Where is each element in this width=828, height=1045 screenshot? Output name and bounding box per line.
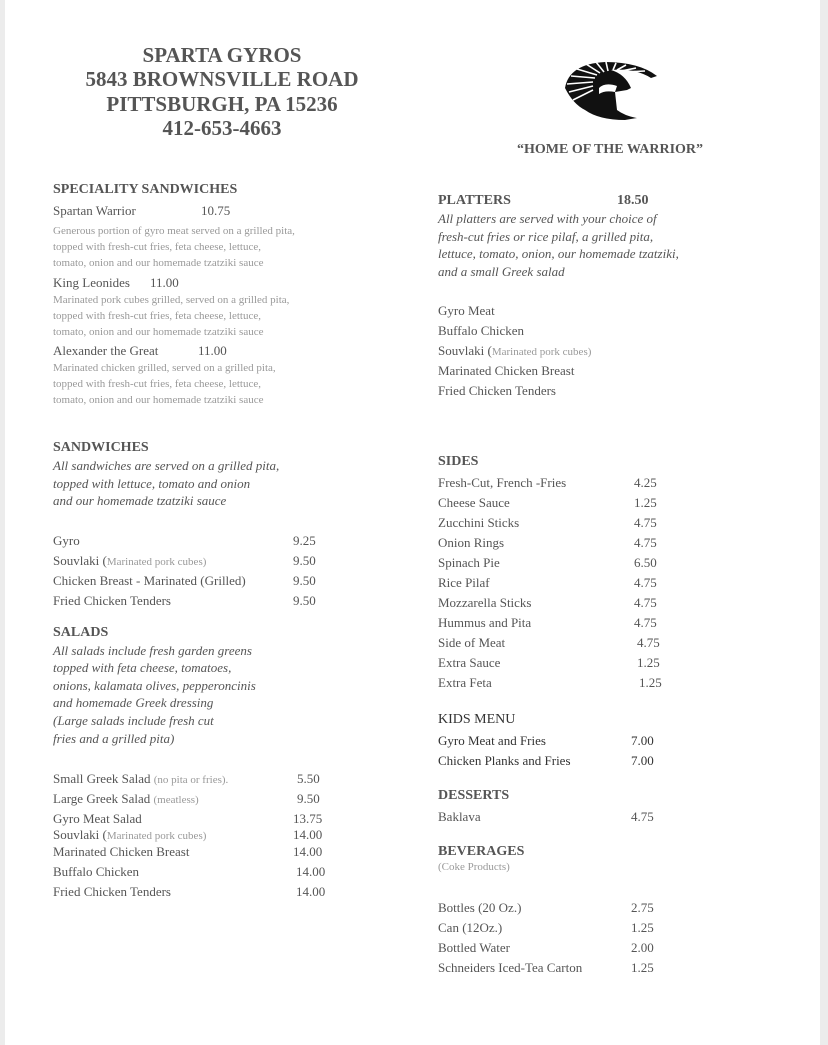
- specialty-item-name: Alexander the Great: [53, 343, 159, 358]
- side-name: Mozzarella Sticks: [438, 595, 532, 610]
- platter-item: Fried Chicken Tenders: [438, 383, 556, 398]
- side-price: 4.25: [634, 475, 657, 490]
- salads-note: fries and a grilled pita): [53, 731, 175, 746]
- sandwiches-title: SANDWICHES: [53, 440, 149, 455]
- side-price: 4.75: [634, 615, 657, 630]
- salad-price: 5.50: [297, 771, 320, 786]
- side-price: 1.25: [639, 675, 662, 690]
- salads-note: onions, kalamata olives, pepperoncinis: [53, 678, 256, 693]
- sandwich-name: Fried Chicken Tenders: [53, 593, 171, 608]
- kids-item-price: 7.00: [631, 733, 654, 748]
- desserts-title: DESSERTS: [438, 788, 510, 803]
- beverages-note: (Coke Products): [438, 861, 510, 873]
- sandwich-name: Gyro: [53, 533, 80, 548]
- beverage-name: Can (12Oz.): [438, 920, 503, 935]
- side-name: Hummus and Pita: [438, 615, 532, 630]
- spartan-helmet-icon: [555, 58, 661, 122]
- salad-name: Fried Chicken Tenders: [53, 884, 171, 899]
- sandwich-price: 9.50: [293, 553, 316, 568]
- restaurant-address: 5843 BROWNSVILLE ROAD: [85, 67, 359, 91]
- salad-note: (meatless): [153, 794, 199, 806]
- kids-item-name: Gyro Meat and Fries: [438, 733, 546, 748]
- salads-title: SALADS: [53, 625, 109, 640]
- specialty-item-desc: Generous portion of gyro meat served on a grilled pita,: [53, 225, 295, 237]
- specialty-item-desc: topped with fresh-cut fries, feta cheese, lettuce,: [53, 241, 261, 253]
- dessert-name: Baklava: [438, 809, 481, 824]
- platters-note: and a small Greek salad: [438, 264, 565, 279]
- specialty-title: SPECIALITY SANDWICHES: [53, 182, 238, 197]
- platters-title: PLATTERS: [438, 193, 511, 208]
- side-price: 4.75: [634, 595, 657, 610]
- salads-note: topped with feta cheese, tomatoes,: [53, 660, 232, 675]
- salads-note: All salads include fresh garden greens: [53, 643, 252, 658]
- platters-price: 18.50: [617, 193, 649, 208]
- sandwich-price: 9.50: [293, 573, 316, 588]
- salad-price: 14.00: [293, 844, 323, 859]
- specialty-item-price: 11.00: [198, 343, 227, 358]
- beverage-name: Bottled Water: [438, 940, 511, 955]
- dessert-price: 4.75: [631, 809, 654, 824]
- sandwich-price: 9.25: [293, 533, 316, 548]
- specialty-item-desc: topped with fresh-cut fries, feta cheese, lettuce,: [53, 310, 261, 322]
- sides-title: SIDES: [438, 454, 479, 469]
- specialty-item-desc: topped with fresh-cut fries, feta cheese, lettuce,: [53, 378, 261, 390]
- side-price: 4.75: [634, 515, 657, 530]
- slogan: “HOME OF THE WARRIOR”: [517, 142, 704, 157]
- side-price: 6.50: [634, 555, 657, 570]
- sandwich-name: Souvlaki (Marinated pork cubes): [53, 553, 207, 568]
- sandwiches-note: and our homemade tzatziki sauce: [53, 493, 227, 508]
- kids-title: KIDS MENU: [438, 712, 516, 727]
- specialty-item-desc: tomato, onion and our homemade tzatziki sauce: [53, 394, 264, 406]
- salad-name: Small Greek Salad (no pita or fries).: [53, 771, 229, 786]
- side-name: Side of Meat: [438, 635, 506, 650]
- sandwiches-note: All sandwiches are served on a grilled pita,: [53, 458, 280, 473]
- sandwich-name: Chicken Breast - Marinated (Grilled): [53, 573, 246, 588]
- sandwich-note: Marinated pork cubes): [106, 556, 207, 568]
- side-name: Cheese Sauce: [438, 495, 510, 510]
- specialty-item-price: 11.00: [150, 275, 179, 290]
- restaurant-phone: 412-653-4663: [162, 116, 282, 140]
- specialty-item-name: King Leonides: [53, 275, 130, 290]
- platters-note: fresh-cut fries or rice pilaf, a grilled pita,: [438, 229, 654, 244]
- beverage-name: Schneiders Iced-Tea Carton: [438, 960, 583, 975]
- side-price: 4.75: [634, 575, 657, 590]
- specialty-item-price: 10.75: [201, 203, 231, 218]
- salad-note: (no pita or fries).: [153, 774, 229, 786]
- side-name: Onion Rings: [438, 535, 505, 550]
- restaurant-city: PITTSBURGH, PA 15236: [106, 92, 338, 116]
- side-name: Zucchini Sticks: [438, 515, 520, 530]
- sandwich-price: 9.50: [293, 593, 316, 608]
- kids-item-price: 7.00: [631, 753, 654, 768]
- beverage-price: 2.75: [631, 900, 654, 915]
- specialty-item-desc: tomato, onion and our homemade tzatziki sauce: [53, 326, 264, 338]
- platter-item: Buffalo Chicken: [438, 323, 525, 338]
- specialty-item-desc: Marinated chicken grilled, served on a grilled pita,: [53, 362, 276, 374]
- salad-name: Buffalo Chicken: [53, 864, 140, 879]
- menu-page: [5, 0, 820, 1045]
- salad-name: Marinated Chicken Breast: [53, 844, 190, 859]
- side-name: Fresh-Cut, French -Fries: [438, 475, 567, 490]
- salad-name: Gyro Meat Salad: [53, 811, 142, 826]
- side-price: 4.75: [634, 535, 657, 550]
- specialty-item-name: Spartan Warrior: [53, 203, 136, 218]
- salad-price: 14.00: [293, 827, 323, 842]
- salads-note: and homemade Greek dressing: [53, 695, 214, 710]
- side-name: Rice Pilaf: [438, 575, 490, 590]
- side-price: 4.75: [637, 635, 660, 650]
- beverage-name: Bottles (20 Oz.): [438, 900, 522, 915]
- specialty-item-desc: tomato, onion and our homemade tzatziki sauce: [53, 257, 264, 269]
- beverages-title: BEVERAGES: [438, 844, 525, 859]
- beverage-price: 1.25: [631, 920, 654, 935]
- salad-name: Souvlaki (Marinated pork cubes): [53, 827, 207, 842]
- beverage-price: 2.00: [631, 940, 654, 955]
- platter-item: Souvlaki (Marinated pork cubes): [438, 343, 592, 358]
- salad-name: Large Greek Salad (meatless): [53, 791, 199, 806]
- platter-item: Gyro Meat: [438, 303, 495, 318]
- platter-item: Marinated Chicken Breast: [438, 363, 575, 378]
- side-price: 1.25: [637, 655, 660, 670]
- side-name: Extra Feta: [438, 675, 492, 690]
- sandwiches-note: topped with lettuce, tomato and onion: [53, 476, 251, 491]
- side-price: 1.25: [634, 495, 657, 510]
- kids-item-name: Chicken Planks and Fries: [438, 753, 571, 768]
- salad-price: 14.00: [296, 884, 326, 899]
- beverage-price: 1.25: [631, 960, 654, 975]
- side-name: Spinach Pie: [438, 555, 500, 570]
- platters-note: All platters are served with your choice of: [438, 211, 657, 226]
- salad-price: 13.75: [293, 811, 323, 826]
- specialty-item-desc: Marinated pork cubes grilled, served on a grilled pita,: [53, 294, 290, 306]
- salad-price: 9.50: [297, 791, 320, 806]
- salad-note: Marinated pork cubes): [106, 830, 207, 842]
- salad-price: 14.00: [296, 864, 326, 879]
- platter-item-note: Marinated pork cubes): [491, 346, 592, 358]
- platters-note: lettuce, tomato, onion, our homemade tzatziki,: [438, 246, 679, 261]
- restaurant-name: SPARTA GYROS: [142, 43, 302, 67]
- side-name: Extra Sauce: [438, 655, 501, 670]
- salads-note: (Large salads include fresh cut: [53, 713, 214, 728]
